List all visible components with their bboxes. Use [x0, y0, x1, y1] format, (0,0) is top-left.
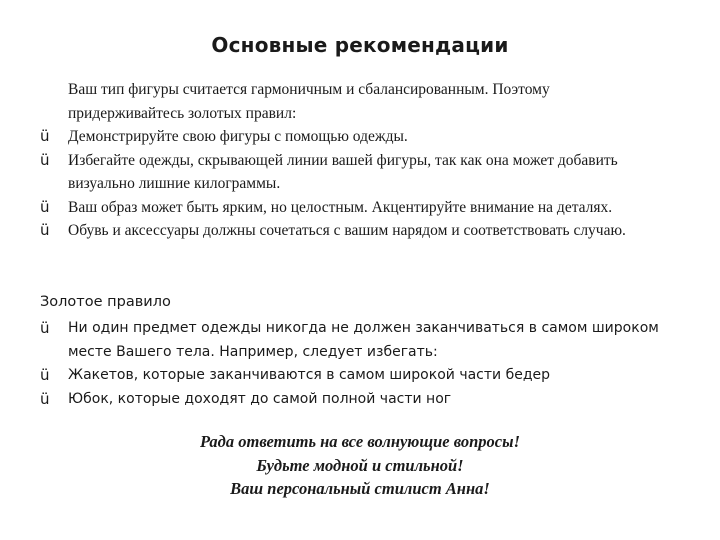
check-icon: ü [40, 150, 50, 169]
list-item [40, 125, 680, 149]
list-item-text: Ни один предмет одежды никогда не должен заканчиваться в самом широком месте Вашего тела. Например, следует избегать: [68, 320, 659, 360]
list-item-text: Юбок, которые доходят до самой полной части ног [68, 390, 452, 407]
list-item [40, 149, 680, 196]
check-icon: ü [40, 319, 50, 337]
list-item-text: Обувь и аксессуары должны сочетаться с вашим нарядом и соответствовать случаю. [68, 222, 626, 239]
list-item [40, 219, 680, 243]
closing-line: Ваш персональный стилист Анна! [230, 479, 490, 498]
closing-line: Будьте модной и стильной! [256, 455, 464, 475]
page-title: Основные рекомендации [211, 33, 509, 57]
recommendations-list [40, 125, 680, 243]
golden-rule-heading: Золотое правило [40, 294, 171, 310]
closing-line: Рада ответить на все волнующие вопросы! [199, 432, 520, 451]
check-icon: ü [40, 221, 50, 239]
list-item [40, 317, 680, 364]
list-item [40, 364, 680, 388]
list-item-text: Жакетов, которые заканчиваются в самом широкой части бедер [68, 367, 550, 383]
list-item-text: Демонстрируйте свою фигуры с помощью одежды. [68, 128, 408, 145]
list-item-text: Ваш образ может быть ярким, но целостным. Акцентируйте внимание на деталях. [68, 198, 613, 216]
closing-signature [0, 430, 720, 501]
golden-rules-list [40, 317, 680, 411]
intro-paragraph: Ваш тип фигуры считается гармоничным и сбалансированным. Поэтому придерживайтесь золотых правил: [68, 81, 550, 122]
check-icon: ü [40, 389, 50, 408]
check-icon: ü [40, 366, 50, 384]
check-icon: ü [40, 197, 50, 216]
list-item [40, 196, 680, 220]
list-item-text: Избегайте одежды, скрывающей линии вашей фигуры, так как она может добавить визуально лишние килограммы. [68, 151, 618, 192]
list-item [40, 388, 680, 412]
check-icon: ü [40, 127, 50, 145]
